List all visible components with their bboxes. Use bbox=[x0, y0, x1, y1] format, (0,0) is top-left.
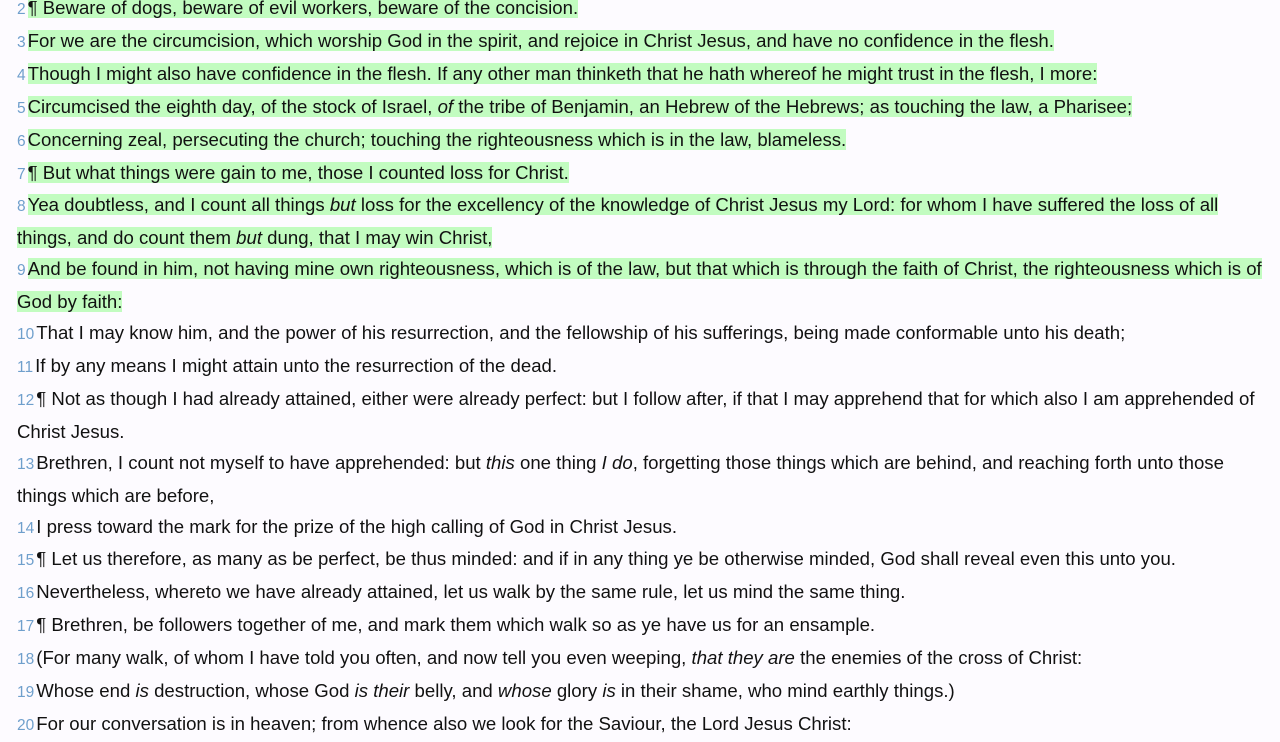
verse-number[interactable]: 7 bbox=[17, 165, 26, 183]
verse-list bbox=[17, 0, 1268, 742]
verse-number[interactable]: 20 bbox=[17, 716, 35, 734]
verse-number[interactable]: 6 bbox=[17, 132, 26, 150]
verse-text-segment: Nevertheless, whereto we have already attained, let us walk by the same rule, let us mind the same thing. bbox=[36, 581, 906, 603]
verse-6[interactable] bbox=[17, 125, 1268, 158]
verse-9[interactable] bbox=[17, 254, 1268, 318]
verse-text-segment: ¶ Brethren, be followers together of me, and mark them which walk so as ye have us for an ensample. bbox=[36, 614, 876, 636]
verse-15[interactable] bbox=[17, 544, 1268, 577]
verse-text-italic: is bbox=[602, 680, 616, 702]
verse-text-segment: For we are the circumcision, which worship God in the spirit, and rejoice in Christ Jesus, and have no confidence in the flesh. bbox=[27, 29, 1054, 51]
verse-number[interactable]: 12 bbox=[17, 391, 35, 409]
verse-number[interactable]: 3 bbox=[17, 33, 26, 51]
verse-text-italic: I do bbox=[601, 451, 633, 473]
verse-text-italic: that they are bbox=[691, 647, 795, 669]
verse-text-segment: Yea doubtless, and I count all things bbox=[27, 194, 330, 216]
verse-7[interactable] bbox=[17, 158, 1268, 191]
verse-text bbox=[28, 162, 569, 183]
verse-text-italic: this bbox=[485, 451, 515, 473]
verse-text bbox=[17, 258, 1262, 312]
verse-number[interactable]: 2 bbox=[17, 1, 26, 18]
verse-text-italic: but bbox=[236, 227, 262, 249]
verse-text bbox=[35, 355, 557, 376]
verse-text-segment: Brethren, I count not myself to have apprehended: but bbox=[36, 451, 486, 473]
verse-text-segment: destruction, whose God bbox=[148, 680, 355, 702]
verse-text-segment: ¶ Not as though I had already attained, either were already perfect: but I follow after, if that I may apprehend that for which also I am apprehended of Christ Jesus. bbox=[17, 387, 1255, 442]
verse-20[interactable] bbox=[17, 709, 1268, 742]
verse-number[interactable]: 16 bbox=[17, 585, 35, 603]
verse-text bbox=[28, 30, 1054, 51]
verse-text-italic: whose bbox=[497, 680, 552, 702]
verse-text-segment: ¶ Let us therefore, as many as be perfect, be thus minded: and if in any thing ye be otherwise minded, God shall reveal even this unto you. bbox=[36, 548, 1176, 570]
verse-text-segment: belly, and bbox=[409, 680, 498, 702]
verse-number[interactable]: 14 bbox=[17, 519, 35, 537]
verse-text-segment: in their shame, who mind earthly things.) bbox=[615, 680, 955, 702]
verse-text-segment: ¶ But what things were gain to me, those I counted loss for Christ. bbox=[27, 161, 569, 183]
verse-text-segment: the tribe of Benjamin, an Hebrew of the Hebrews; as touching the law, a Pharisee; bbox=[453, 95, 1133, 117]
verse-number[interactable]: 11 bbox=[17, 358, 34, 376]
verse-number[interactable]: 17 bbox=[17, 618, 35, 636]
verse-number[interactable]: 4 bbox=[17, 66, 26, 84]
verse-text-italic: of bbox=[437, 95, 454, 117]
verse-2[interactable] bbox=[17, 0, 1268, 26]
verse-11[interactable] bbox=[17, 351, 1268, 384]
verse-17[interactable] bbox=[17, 610, 1268, 643]
verse-4[interactable] bbox=[17, 59, 1268, 92]
verse-text-segment: (For many walk, of whom I have told you often, and now tell you even weeping, bbox=[36, 647, 692, 669]
verse-3[interactable] bbox=[17, 26, 1268, 59]
verse-number[interactable]: 8 bbox=[17, 198, 26, 216]
verse-19[interactable] bbox=[17, 676, 1268, 709]
verse-text bbox=[28, 0, 579, 18]
verse-number[interactable]: 10 bbox=[17, 326, 35, 344]
verse-text bbox=[28, 96, 1133, 117]
verse-12[interactable] bbox=[17, 384, 1268, 448]
verse-number[interactable]: 5 bbox=[17, 99, 26, 117]
verse-text-segment: glory bbox=[551, 680, 603, 702]
verse-text-segment: Whose end bbox=[36, 680, 136, 702]
verse-number[interactable]: 13 bbox=[17, 455, 35, 473]
verse-18[interactable] bbox=[17, 643, 1268, 676]
verse-text bbox=[36, 713, 851, 734]
verse-text-segment: For our conversation is in heaven; from whence also we look for the Saviour, the Lord Jesus Christ: bbox=[36, 712, 852, 734]
verse-text bbox=[28, 129, 847, 150]
verse-text-segment: ¶ Beware of dogs, beware of evil workers, beware of the concision. bbox=[27, 0, 579, 18]
verse-text bbox=[36, 680, 954, 701]
verse-text-segment: Circumcised the eighth day, of the stock of Israel, bbox=[27, 95, 438, 117]
verse-text-segment: Concerning zeal, persecuting the church; touching the righteousness which is in the law, blameless. bbox=[27, 128, 847, 150]
verse-text-italic: is their bbox=[354, 680, 410, 702]
verse-text bbox=[36, 322, 1125, 343]
verse-text bbox=[17, 388, 1255, 442]
verse-text-segment: If by any means I might attain unto the resurrection of the dead. bbox=[35, 354, 558, 376]
verse-text-segment: loss for the excellency of the knowledge of Christ Jesus my Lord: for whom I have suffered the loss of all things, and do count them bbox=[17, 194, 1219, 249]
verse-text-segment: And be found in him, not having mine own righteousness, which is of the law, but that which is through the faith of Christ, the righteousness which is of God by faith: bbox=[17, 258, 1262, 313]
verse-text-segment: , forgetting those things which are behind, and reaching forth unto those things which are before, bbox=[17, 451, 1224, 506]
verse-number[interactable]: 15 bbox=[17, 552, 35, 570]
verse-10[interactable] bbox=[17, 318, 1268, 351]
verse-text bbox=[36, 516, 677, 537]
verse-14[interactable] bbox=[17, 512, 1268, 545]
verse-text-italic: is bbox=[135, 680, 149, 702]
verse-text bbox=[17, 452, 1224, 506]
verse-text bbox=[36, 647, 1082, 668]
verse-text-segment: the enemies of the cross of Christ: bbox=[794, 647, 1083, 669]
verse-text-segment: dung, that I may win Christ, bbox=[262, 227, 493, 249]
verse-text bbox=[17, 194, 1218, 248]
verse-5[interactable] bbox=[17, 92, 1268, 125]
verse-text-segment: That I may know him, and the power of his resurrection, and the fellowship of his sufferings, being made conformable unto his death; bbox=[36, 322, 1126, 344]
verse-13[interactable] bbox=[17, 448, 1268, 512]
verse-number[interactable]: 18 bbox=[17, 651, 35, 669]
verse-text-segment: one thing bbox=[514, 451, 602, 473]
verse-text bbox=[36, 548, 1176, 569]
verse-8[interactable] bbox=[17, 190, 1268, 254]
verse-number[interactable]: 19 bbox=[17, 684, 35, 702]
verse-text bbox=[28, 63, 1098, 84]
verse-text bbox=[36, 614, 875, 635]
verse-text-segment: Though I might also have confidence in the flesh. If any other man thinketh that he hath whereof he might trust in the flesh, I more: bbox=[27, 62, 1098, 84]
verse-text-segment: I press toward the mark for the prize of the high calling of God in Christ Jesus. bbox=[36, 515, 677, 537]
verse-text-italic: but bbox=[329, 194, 356, 216]
verse-text bbox=[36, 581, 905, 602]
verse-16[interactable] bbox=[17, 577, 1268, 610]
verse-number[interactable]: 9 bbox=[17, 262, 26, 280]
